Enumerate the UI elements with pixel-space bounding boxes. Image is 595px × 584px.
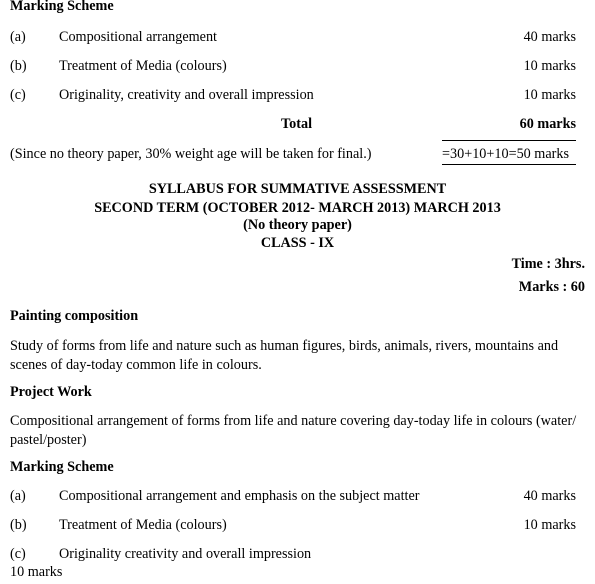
syllabus-term: SECOND TERM (OCTOBER 2012- MARCH 2013) MARCH 2013	[94, 200, 501, 216]
item-marks: 40 marks	[523, 488, 576, 504]
syllabus-note: (No theory paper)	[243, 217, 352, 233]
item-label: Originality creativity and overall impression	[59, 546, 312, 562]
formula-bottom-rule	[442, 164, 576, 165]
total-marks: 60 marks	[519, 116, 576, 132]
syllabus-class: CLASS - IX	[260, 235, 335, 251]
item-index: (b)	[10, 517, 27, 533]
painting-composition-heading: Painting composition	[10, 308, 139, 324]
item-marks: 10 marks	[523, 87, 576, 103]
item-index: (a)	[10, 29, 26, 45]
item-label: Compositional arrangement and emphasis on the subject matter	[59, 488, 420, 504]
exam-marks: Marks : 60	[518, 279, 585, 295]
item-label: Compositional arrangement	[59, 29, 217, 45]
item-marks: 40 marks	[523, 29, 576, 45]
item-index: (a)	[10, 488, 26, 504]
painting-composition-text: Study of forms from life and nature such as human figures, birds, animals, rivers, mountains and scenes of day-today common life in colours.	[10, 338, 559, 373]
item-label: Originality, creativity and overall impression	[59, 87, 314, 103]
project-work-text: Compositional arrangement of forms from life and nature covering day-today life in colours (water/ pastel/poster)	[10, 413, 577, 448]
marking-scheme-heading: Marking Scheme	[10, 459, 114, 475]
item-marks: 10 marks	[10, 564, 63, 580]
weightage-note: (Since no theory paper, 30% weight age will be taken for final.)	[10, 146, 372, 162]
exam-time: Time : 3hrs.	[511, 256, 585, 272]
item-marks: 10 marks	[523, 58, 576, 74]
weight-formula: =30+10+10=50 marks	[442, 146, 569, 162]
item-index: (c)	[10, 546, 26, 562]
marking-scheme-heading: Marking Scheme	[10, 0, 114, 14]
formula-top-rule	[442, 140, 576, 141]
item-index: (b)	[10, 58, 27, 74]
total-label: Total	[281, 116, 313, 132]
project-work-heading: Project Work	[10, 384, 92, 400]
item-label: Treatment of Media (colours)	[59, 58, 227, 74]
item-marks: 10 marks	[523, 517, 576, 533]
item-label: Treatment of Media (colours)	[59, 517, 227, 533]
item-index: (c)	[10, 87, 26, 103]
syllabus-title: SYLLABUS FOR SUMMATIVE ASSESSMENT	[148, 181, 447, 197]
